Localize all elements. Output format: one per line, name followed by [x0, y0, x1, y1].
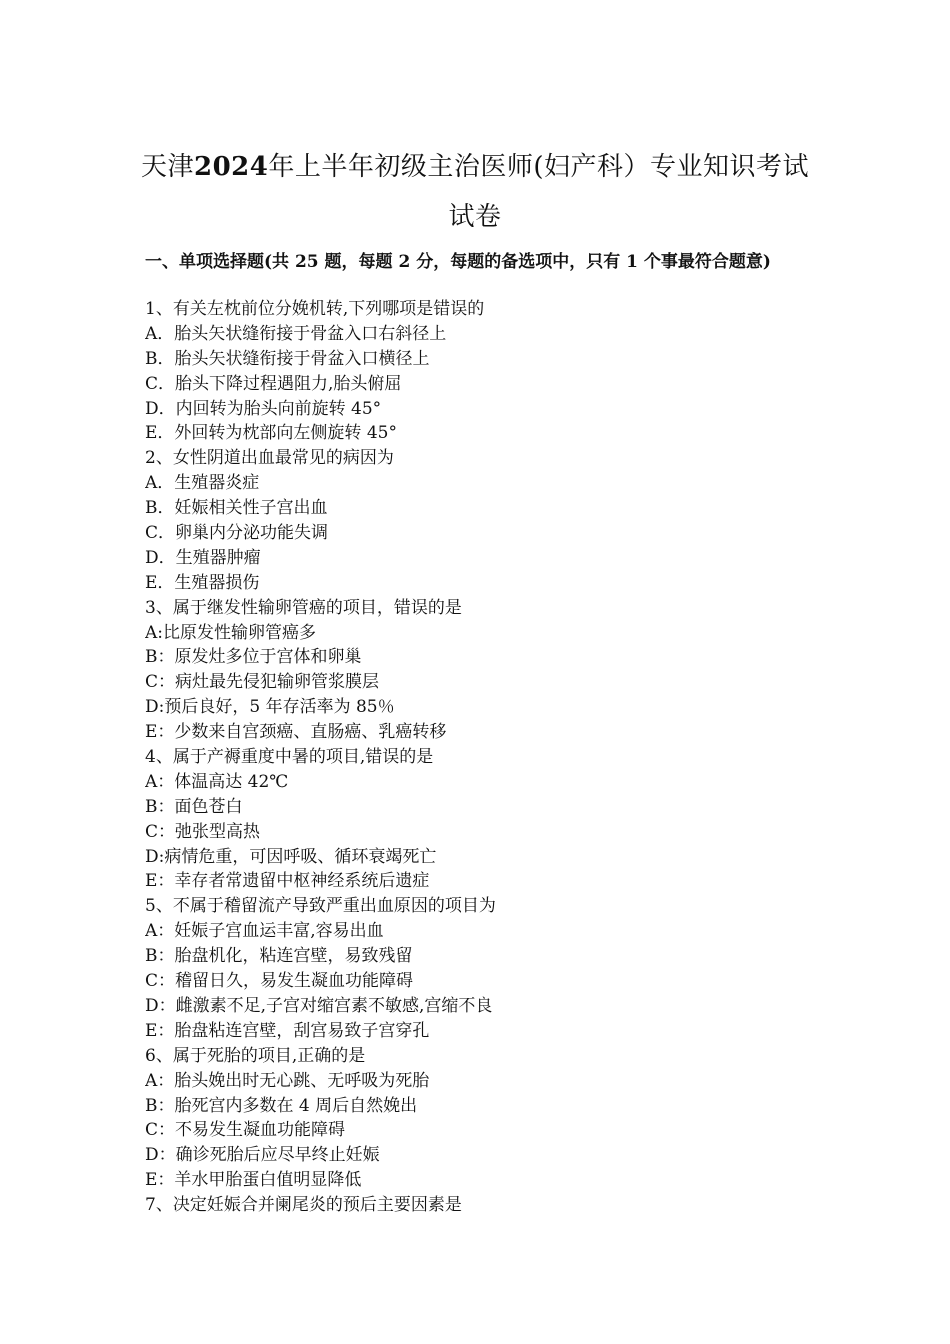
question-text: 5、不属于稽留流产导致严重出血原因的项目为 [145, 896, 496, 917]
document-title [120, 154, 830, 180]
answer-option: E：少数来自宫颈癌、直肠癌、乳癌转移 [145, 722, 447, 743]
answer-option: B：面色苍白 [145, 796, 243, 817]
question-text: 2、女性阴道出血最常见的病因为 [145, 448, 394, 469]
question-text: 3、属于继发性输卵管癌的项目，错误的是 [145, 597, 462, 618]
answer-option: E：幸存者常遗留中枢神经系统后遗症 [145, 871, 430, 892]
answer-option: D．生殖器肿瘤 [145, 547, 261, 568]
section-heading: 一、单项选择题(共 25 题，每题 2 分，每题的备选项中，只有 1 个事最符合题意) [145, 252, 771, 272]
question-text: 1、有关左枕前位分娩机转,下列哪项是错误的 [145, 299, 485, 319]
answer-option: A．生殖器炎症 [145, 473, 260, 494]
title-year: 2024 [193, 152, 269, 182]
answer-option: C：不易发生凝血功能障碍 [145, 1120, 346, 1141]
answer-option: D：雌激素不足,子宫对缩宫素不敏感,宫缩不良 [145, 995, 493, 1016]
answer-option: C：稽留日久，易发生凝血功能障碍 [145, 971, 414, 992]
answer-option: E：胎盘粘连宫壁，刮宫易致子宫穿孔 [145, 1020, 430, 1041]
answer-option: C．胎头下降过程遇阻力,胎头俯屈 [145, 373, 402, 394]
document-title-continued: 试卷 [448, 202, 502, 232]
answer-option: A：妊娠子宫血运丰富,容易出血 [145, 921, 384, 942]
answer-option: C．卵巢内分泌功能失调 [145, 523, 329, 544]
answer-option: B．妊娠相关性子宫出血 [145, 498, 328, 519]
question-list [145, 297, 815, 1218]
answer-option: B：胎盘机化，粘连宫壁，易致残留 [145, 946, 413, 967]
answer-option: C：病灶最先侵犯输卵管浆膜层 [145, 672, 380, 693]
answer-option: B：原发灶多位于宫体和卵巢 [145, 647, 362, 668]
title-part-2: 年上半年初级主治医师(妇产科）专业知识考试 [268, 152, 810, 182]
answer-option: D:病情危重，可因呼吸、循环衰竭死亡 [145, 846, 437, 867]
answer-option: D．内回转为胎头向前旋转 45° [145, 398, 382, 419]
answer-option: A：体温高达 42℃ [145, 771, 289, 792]
question-text: 7、决定妊娠合并阑尾炎的预后主要因素是 [145, 1195, 462, 1216]
question-text: 6、属于死胎的项目,正确的是 [145, 1045, 366, 1066]
answer-option: E：羊水甲胎蛋白值明显降低 [145, 1170, 362, 1191]
answer-option: C：弛张型高热 [145, 821, 261, 842]
answer-option: E．生殖器损伤 [145, 572, 260, 593]
answer-option: D:预后良好，5 年存活率为 85％ [145, 697, 395, 718]
answer-option: B．胎头矢状缝衔接于骨盆入口横径上 [145, 348, 430, 369]
answer-option: B：胎死宫内多数在 4 周后自然娩出 [145, 1095, 418, 1116]
answer-option: E．外回转为枕部向左侧旋转 45° [145, 423, 397, 444]
answer-option: D：确诊死胎后应尽早终止妊娠 [145, 1145, 380, 1166]
answer-option: A：胎头娩出时无心跳、无呼吸为死胎 [145, 1070, 430, 1091]
answer-option: A．胎头矢状缝衔接于骨盆入口右斜径上 [145, 323, 447, 344]
question-text: 4、属于产褥重度中暑的项目,错误的是 [145, 747, 434, 768]
answer-option: A:比原发性输卵管癌多 [145, 622, 317, 643]
title-part-1: 天津 [140, 152, 194, 182]
